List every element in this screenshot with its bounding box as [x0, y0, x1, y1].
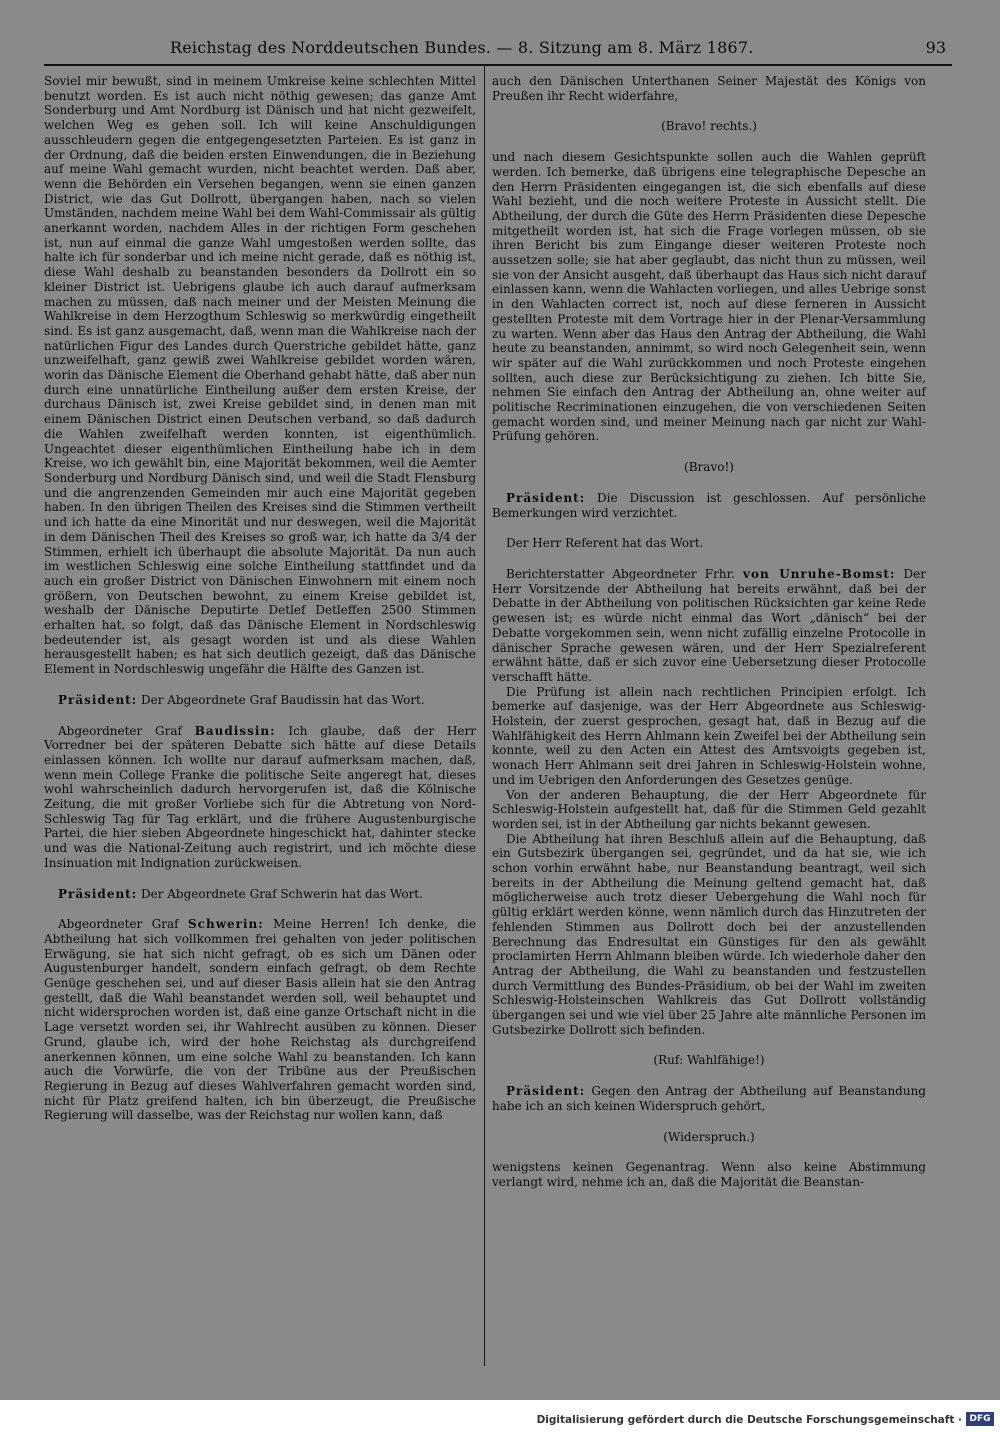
running-title: Reichstag des Norddeutschen Bundes. — 8. Sitzung am 8. März 1867.	[170, 38, 754, 57]
page-header	[44, 36, 952, 66]
speaker-label: Präsident:	[506, 1084, 586, 1099]
paragraph: auch den Dänischen Unterthanen Seiner Majestät des Königs von Preußen ihr Recht widerfahre,	[492, 74, 926, 103]
speaker-intro: Abgeordneter Graf	[58, 917, 188, 932]
paragraph: Die Prüfung ist allein nach rechtlichen Principien erfolgt. Ich bemerke auf dasjenige, was der Herr Abgeordnete aus Schleswig-Holstein, der zuerst gesprochen, gesagt hat, daß in Bezug auf die Wahlfähigkeit des Herrn Ahlmann kein Zweifel bei der Abtheilung sein konnte, weil zu den Acten ein Attest des Amtsvoigts gegeben ist, wonach Herr Ahlmann seit drei Jahren in Schleswig-Holstein wohne, und im Uebrigen den Anforderungen des Gesetzes genüge.	[492, 684, 926, 787]
speech-text: Meine Herren! Ich denke, die Abtheilung hat sich vollkommen frei gehalten von jeder politischen Erwägung, sie hat sich nicht gefragt, ob es sich um Dänen oder Augustenburger handelt, sondern einfach gefragt, ob dem Rechte Genüge geschehen sei, und auf dieser Basis allein hat sie den Antrag gestellt, daß die Wahl beanstandet werden soll, weil behauptet und nicht widersprochen worden ist, daß eine ganze Ortschaft nicht in die Lage versetzt worden sei, ihr Wahlrecht ausüben zu können. Dieser Grund, glaube ich, wird der hohe Reichstag als durchgreifend anerkennen können, um eine solche Wahl zu beanstanden. Ich kann auch die Vorwürfe, die von der Tribüne aus der Preußischen Regierung in Bezug auf dieses Wahlverfahren gemacht worden sind, nicht für Platz greifend halten, ich bin überzeugt, die Preußische Regierung will dasselbe, was der Reichstag nur wollen kann, daß	[44, 917, 476, 1123]
paragraph	[492, 1084, 926, 1113]
speech-text: Der Abgeordnete Graf Baudissin hat das Wort.	[137, 692, 425, 707]
speech-text: Gegen den Antrag der Abtheilung auf Beanstandung habe ich an sich keinen Widerspruch gehört,	[492, 1084, 926, 1113]
speaker-label: Präsident:	[58, 692, 138, 707]
paragraph	[44, 724, 476, 871]
speaker-label: Präsident:	[506, 490, 586, 505]
footer-bar	[0, 1400, 1000, 1432]
paragraph: Die Abtheilung hat ihren Beschluß allein auf die Behauptung, daß ein Gutsbezirk übergangen sei, gegründet, und da hat sie, wie ich schon vorhin erwähnt habe, nur Beanstandung beantragt, weil sich bereits in der Abtheilung die Meinung geltend gemacht hat, daß möglicherweise auch trotz dieser Uebergehung die Wahl noch für gültig erklärt werden könne, wenn nämlich durch das Hinzutreten der fehlenden Stimmen aus Dollrott doch bei der anzustellenden Berechnung das Endresultat ein Günstiges für den als gewählt proclamirten Herrn Ahlmann bleiben würde. Ich wiederhole daher den Antrag der Abtheilung, die Wahl zu beanstanden und festzustellen durch Vermittlung des Bundes-Präsidium, ob bei der Wahl im zweiten Schleswig-Holsteinschen Wahlkreis das Gut Dollrott vollständig übergangen sei und wie viel über 25 Jahre alte männliche Personen im Gutsbezirke Dollrott sich befinden.	[492, 831, 926, 1037]
paragraph	[44, 917, 476, 1123]
speaker-intro: Abgeordneter Graf	[58, 723, 195, 738]
speaker-intro: Berichterstatter Abgeordneter Frhr.	[506, 566, 743, 581]
dfg-logo: DFG	[966, 1412, 994, 1426]
speaker-name: Schwerin:	[188, 917, 264, 932]
reaction: (Bravo!)	[684, 460, 734, 475]
reaction: (Bravo! rechts.)	[661, 119, 757, 134]
reaction: (Widerspruch.)	[663, 1129, 755, 1144]
reaction: (Ruf: Wahlfähige!)	[653, 1053, 765, 1068]
speaker-name: Baudissin:	[194, 723, 276, 738]
right-column	[492, 74, 926, 1190]
paragraph: Soviel mir bewußt, sind in meinem Umkreise keine schlechten Mittel benutzt worden. Es ist auch nicht nöthig gewesen; das ganze Amt Sonderburg und Amt Nordburg ist Dänisch und hat nicht gezweifelt, welchen Weg es gehen soll. Ich will keine Anschuldigungen ausschleudern gegen die entgegengesetzten Parteien. Es ist ganz in der Ordnung, daß die beiden ersten Einwendungen, die in Beziehung auf meine Wahl gemacht wurden, nicht beachtet werden. Daß aber, wenn die Behörden ein Versehen begangen, wenn sie einen ganzen District, wie das Gut Dollrott, übergangen haben, nach so vielen Umständen, nachdem meine Wahl bei dem Wahl-Commissair als gültig anerkannt worden, nachdem Alles in der richtigen Form geschehen ist, nun auf einmal die ganze Wahl umgestoßen werden sollte, das halte ich für sonderbar und ich meine nicht gerade, daß es nöthig ist, diese Wahl deshalb zu beanstanden besonders da Dollrott ein so kleiner District ist. Uebrigens glaube ich auch darauf aufmerksam machen zu müssen, daß nach meiner und der Meisten Meinung die Wahlkreise in dem Herzogthum Schleswig so merkwürdig eingetheilt sind. Es ist ganz ausgemacht, daß, wenn man die Wahlkreise nach der natürlichen Figur des Landes durch Querstriche gebildet hätte, ganz unzweifelhaft, ganz gewiß zwei Wahlkreise gebildet worden wären, worin das Dänische Element die Oberhand gehabt hätte, daß aber nun durch eine unnatürliche Eintheilung außer dem ersten Kreise, der durchaus Dänisch ist, zwei Kreise gebildet sind, in denen man mit einem Dänischen District einen Deutschen verband, so daß dadurch die Wahlen zweifelhaft werden konnten, ist eigenthümlich. Ungeachtet dieser eigenthümlichen Eintheilung habe ich in dem Kreise, wo ich gewählt bin, eine Majorität bekommen, weil die Aemter Sonderburg und Nordburg Dänisch sind, und weil die Stadt Flensburg und die angrenzenden Gemeinden mir auch eine Majorität gegeben haben. In den übrigen Theilen des Kreises sind die Stimmen vertheilt und ich hatte da eine Minorität und nur deswegen, weil die Majorität in dem Dänischen Theil des Kreises so groß war, ich hatte da 3/4 der Stimmen, erhielt ich überhaupt die absolute Majorität. Da nun auch im westlichen Schleswig eine solche Eintheilung stattfindet und da auch ein großer District von Dänischen Einwohnern mit einem noch größern, von Deutschen bewohnt, zu einem Kreise gebildet ist, weshalb der Dänische Deputirte Detlef Detleffen 2500 Stimmen erhalten hat, so folgt, daß das Dänische Element in Nordschleswig bedeutender ist, als gesagt worden ist und als diese Wahlen herausgestellt haben; es hat sich deutlich gezeigt, daß das Dänische Element in Nordschleswig ungefähr die Hälfte des Ganzen ist.	[44, 74, 476, 677]
funding-credit: Digitalisierung gefördert durch die Deutsche Forschungsgemeinschaft ·	[536, 1414, 962, 1426]
column-divider	[484, 66, 485, 1366]
speaker-name: von Unruhe-Bomst:	[743, 566, 896, 581]
left-column	[44, 74, 476, 1123]
speech-text: Ich glaube, daß der Herr Vorredner bei der späteren Debatte sich hätte auf diese Details einlassen können. Ich wollte nur darauf aufmerksam machen, daß, wenn mein College Franke die politische Seite angeregt hat, dieses wohl wahrscheinlich dadurch hervorgerufen ist, daß die Kölnische Zeitung, die mit großer Vorliebe sich für die Abtretung von Nord-Schleswig Tag für Tag erklärt, und die frühere Augustenburgische Partei, die hier sieben Abgeordnete hingeschickt hat, dahinter stecke und was die National-Zeitung auch registrirt, und ich möchte diese Insinuation mit Indignation zurückweisen.	[44, 723, 477, 870]
speech-text: Die Discussion ist geschlossen. Auf persönliche Bemerkungen wird verzichtet.	[492, 490, 926, 520]
paragraph: wenigstens keinen Gegenantrag. Wenn also keine Abstimmung verlangt wird, nehme ich an, daß die Majorität die Beanstan-	[492, 1160, 926, 1189]
paragraph	[492, 567, 926, 685]
speech-text: Der Herr Vorsitzende der Abtheilung hat bereits erwähnt, daß bei der Debatte in der Abtheilung von politischen Rücksichten gar keine Rede gewesen ist; es würde nicht einmal das Wort „dänisch“ bei der Debatte vorgekommen sein, wenn nicht zufällig einzelne Protocolle in dänischer Sprache gewesen wären, und der Herr Spezialreferent erwähnt hätte, daß er sich zuvor eine Uebersetzung dieser Protocolle verschafft hätte.	[492, 566, 926, 684]
paragraph: Der Herr Referent hat das Wort.	[506, 536, 704, 551]
speech-text: Der Abgeordnete Graf Schwerin hat das Wort.	[137, 886, 423, 901]
paragraph	[44, 887, 476, 902]
paragraph: Von der anderen Behauptung, die der Herr Abgeordnete für Schleswig-Holstein aufgestellt hat, daß für die Stimmen Geld gezahlt worden sei, ist in der Abtheilung gar nichts bekannt gewesen.	[492, 787, 926, 831]
speaker-label: Präsident:	[58, 886, 138, 901]
paragraph: und nach diesem Gesichtspunkte sollen auch die Wahlen geprüft werden. Ich bemerke, daß übrigens eine telegraphische Depesche an den Herrn Präsidenten eingegangen ist, die sich ebenfalls auf diese Wahl bezieht, und die noch weitere Proteste in Aussicht stellt. Die Abtheilung, der durch die Güte des Herrn Präsidenten diese Depesche mitgetheilt worden ist, hat sich die Frage vorlegen müssen, ob sie ihren Bericht bis zum Eingange dieser weiteren Proteste noch aussetzen solle; sie hat aber geglaubt, das nicht thun zu müssen, weil sie von der Ansicht ausgeht, daß überhaupt das Haus sich nicht darauf einlassen kann, wenn die Wahlacten vorliegen, und alles Uebrige sonst in den Wahlacten correct ist, noch auf diese ferneren in Aussicht gestellten Proteste mit dem Vortrage hier in der Plenar-Versammlung zu warten. Wenn aber das Haus den Antrag der Abtheilung, die Wahl heute zu beanstanden, annimmt, so wird noch Gelegenheit sein, wenn wir später auf die Wahl zurückkommen und noch Proteste eingehen sollten, auch diese zur Berücksichtigung zu ziehen. Ich bitte Sie, nehmen Sie einfach den Antrag der Abtheilung an, ohne weiter auf politische Recriminationen einzugehen, die von verschiedenen Seiten gemacht worden sind, und meiner Meinung nach gar nicht zur Wahl-Prüfung gehören.	[492, 150, 926, 444]
paragraph	[492, 491, 926, 520]
page-number: 93	[925, 38, 946, 57]
paragraph	[44, 693, 476, 708]
